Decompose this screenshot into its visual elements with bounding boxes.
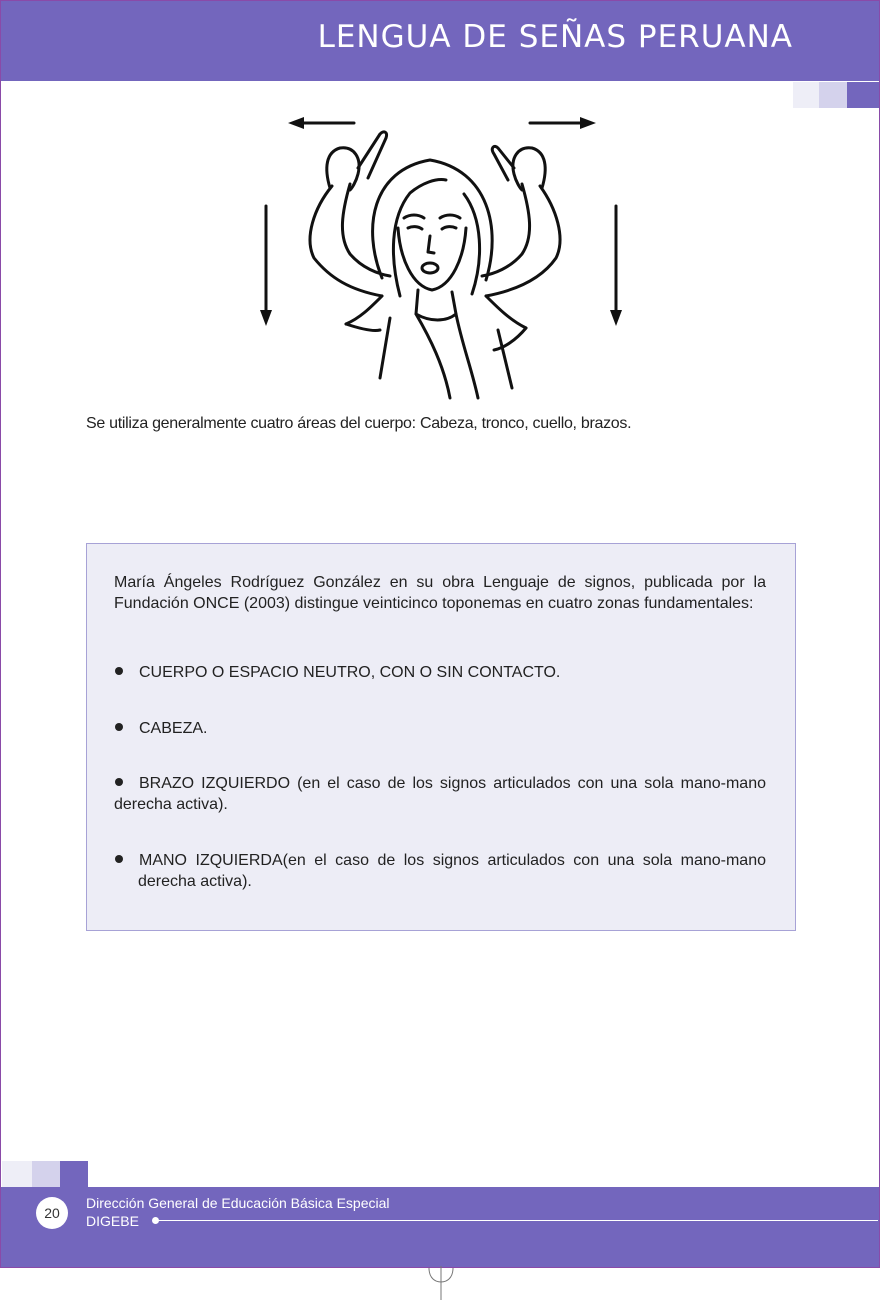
bullet-icon <box>115 778 123 786</box>
decor-square-dark <box>847 82 879 108</box>
page-title: LENGUA DE SEÑAS PERUANA <box>317 19 793 55</box>
header-decoration <box>793 82 879 108</box>
list-item <box>114 718 766 739</box>
page-number: 20 <box>36 1197 68 1229</box>
bullet-icon <box>115 855 123 863</box>
bullet-icon <box>115 667 123 675</box>
footer-organization: Dirección General de Educación Básica Especial <box>86 1195 390 1211</box>
illustration-caption: Se utiliza generalmente cuatro áreas del cuerpo: Cabeza, tronco, cuello, brazos. <box>86 415 632 432</box>
list-item <box>114 850 766 892</box>
decor-square-medium <box>819 82 847 108</box>
list-item-text: MANO IZQUIERDA(en el caso de los signos articulados con una sola mano-mano derecha activa). <box>138 852 766 890</box>
list-item <box>114 773 766 815</box>
bullet-icon <box>115 723 123 731</box>
list-item-text: CABEZA. <box>139 720 208 737</box>
list-item-text: CUERPO O ESPACIO NEUTRO, CON O SIN CONTACTO. <box>139 664 561 681</box>
decor-square-light <box>793 82 819 108</box>
decor-square-dark <box>60 1161 88 1188</box>
arrow-down-icon <box>260 206 272 326</box>
footer-acronym: DIGEBE <box>86 1213 139 1229</box>
person-signing-figure <box>310 132 560 398</box>
info-box <box>86 543 796 931</box>
footer-decoration <box>2 1161 88 1188</box>
crop-mark-icon <box>421 1266 461 1300</box>
decor-square-medium <box>32 1161 60 1188</box>
decor-square-light <box>2 1161 32 1188</box>
header-band <box>1 1 879 81</box>
info-intro: María Ángeles Rodríguez González en su obra Lenguaje de signos, publicada por la Fundación ONCE (2003) distingue veinticinco toponemas en cuatro zonas fundamentales: <box>114 574 766 612</box>
arrow-left-icon <box>288 117 354 129</box>
footer-divider <box>158 1220 878 1221</box>
list-item <box>114 662 766 683</box>
arrow-down-icon <box>610 206 622 326</box>
arrow-right-icon <box>530 117 596 129</box>
list-item-text: BRAZO IZQUIERDO (en el caso de los signos articulados con una sola mano-mano derecha activa). <box>114 775 766 813</box>
sign-language-illustration <box>250 108 630 408</box>
